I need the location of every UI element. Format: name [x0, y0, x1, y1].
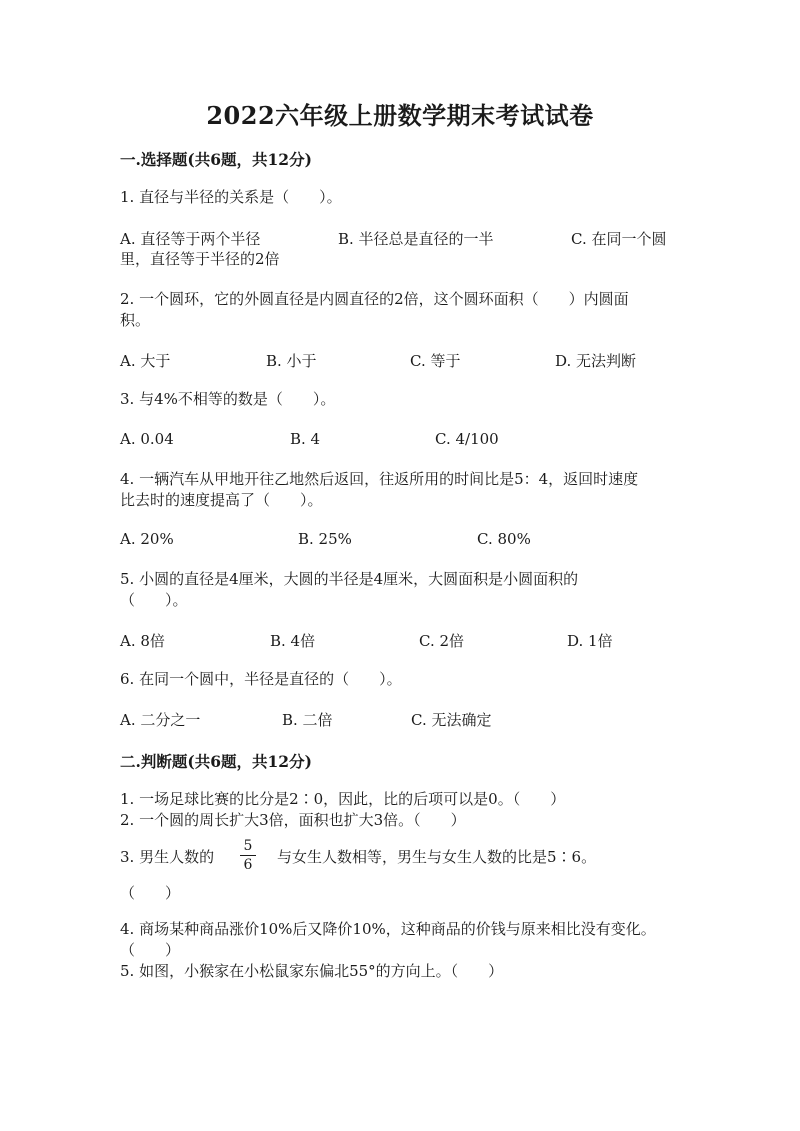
question-1-option-c: C. 在同一个圆 — [571, 230, 667, 248]
judgment-5: 5. 如图，小猴家在小松鼠家东偏北55°的方向上。（ ） — [120, 962, 504, 980]
judgment-4-line2: （ ） — [120, 941, 181, 959]
question-5-option-c: C. 2倍 — [419, 632, 465, 650]
judgment-3-blank: （ ） — [120, 884, 181, 902]
question-5-stem-line2: （ ）。 — [120, 591, 188, 609]
section-heading-choice: 一.选择题(共6题，共12分) — [120, 150, 312, 169]
question-4-option-a: A. 20% — [120, 530, 174, 548]
question-1-option-c-continuation: 里，直径等于半径的2倍 — [120, 250, 280, 268]
question-5-stem-line1: 5. 小圆的直径是4厘米，大圆的半径是4厘米，大圆面积是小圆面积的 — [120, 570, 579, 588]
question-2-option-a: A. 大于 — [120, 352, 171, 370]
question-2-option-c: C. 等于 — [410, 352, 461, 370]
question-1-stem: 1. 直径与半径的关系是（ ）。 — [120, 188, 342, 206]
question-2-option-b: B. 小于 — [266, 352, 317, 370]
judgment-3-fraction — [240, 838, 256, 873]
question-1-option-a: A. 直径等于两个半径 — [120, 230, 261, 248]
section-heading-judgment: 二.判断题(共6题，共12分) — [120, 752, 312, 771]
question-3-option-a: A. 0.04 — [120, 430, 174, 448]
question-6-option-c: C. 无法确定 — [411, 711, 492, 729]
judgment-4-line1: 4. 商场某种商品涨价10%后又降价10%，这种商品的价钱与原来相比没有变化。 — [120, 920, 656, 938]
question-2-stem-line1: 2. 一个圆环，它的外圆直径是内圆直径的2倍，这个圆环面积（ ）内圆面 — [120, 290, 629, 308]
fraction-denominator: 6 — [243, 857, 253, 873]
question-4-stem-line1: 4. 一辆汽车从甲地开往乙地然后返回，往返所用的时间比是5：4，返回时速度 — [120, 470, 639, 488]
fraction-bar — [240, 855, 256, 856]
question-6-option-a: A. 二分之一 — [120, 711, 201, 729]
judgment-3-suffix: 与女生人数相等，男生与女生人数的比是5∶6。 — [277, 848, 597, 866]
judgment-3-prefix: 3. 男生人数的 — [120, 848, 215, 866]
question-4-option-c: C. 80% — [477, 530, 531, 548]
question-3-option-c: C. 4/100 — [435, 430, 499, 448]
question-2-stem-line2: 积。 — [120, 311, 151, 329]
judgment-1: 1. 一场足球比赛的比分是2∶0，因此，比的后项可以是0。（ ） — [120, 790, 566, 808]
question-4-stem-line2: 比去时的速度提高了（ ）。 — [120, 491, 323, 509]
question-2-option-d: D. 无法判断 — [555, 352, 637, 370]
question-3-option-b: B. 4 — [290, 430, 321, 448]
question-6-option-b: B. 二倍 — [282, 711, 333, 729]
question-4-option-b: B. 25% — [298, 530, 352, 548]
question-5-option-a: A. 8倍 — [120, 632, 165, 650]
page-title: 2022六年级上册数学期末考试试卷 — [206, 101, 594, 130]
judgment-2: 2. 一个圆的周长扩大3倍，面积也扩大3倍。（ ） — [120, 811, 466, 829]
question-1-option-b: B. 半径总是直径的一半 — [338, 230, 494, 248]
question-5-option-b: B. 4倍 — [270, 632, 316, 650]
question-6-stem: 6. 在同一个圆中，半径是直径的（ ）。 — [120, 670, 402, 688]
question-3-stem: 3. 与4%不相等的数是（ ）。 — [120, 390, 336, 408]
question-5-option-d: D. 1倍 — [567, 632, 613, 650]
fraction-numerator: 5 — [243, 838, 253, 854]
